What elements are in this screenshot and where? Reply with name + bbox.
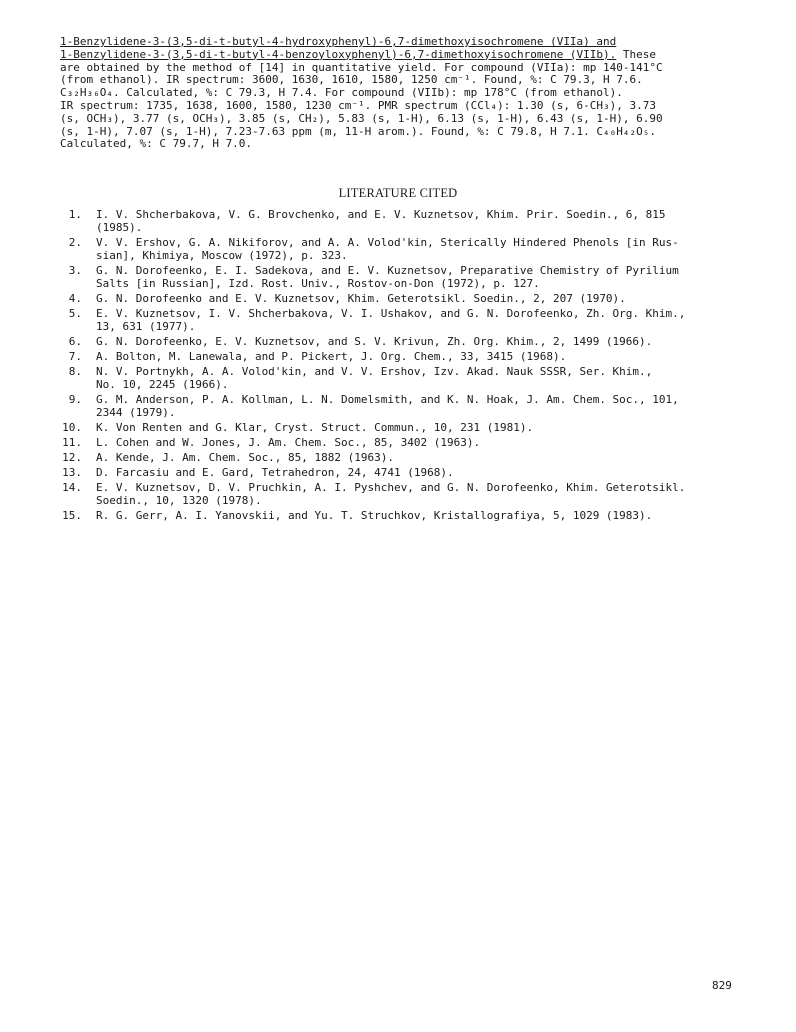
reference-line: N. V. Portnykh, A. A. Volod'kin, and V. V. Ershov, Izv. Akad. Nauk SSSR, Ser. Khim., <box>96 365 653 378</box>
reference-item <box>56 236 776 262</box>
reference-number: 13. <box>62 466 82 479</box>
reference-number: 12. <box>62 451 82 464</box>
reference-item <box>56 436 776 449</box>
reference-line: G. M. Anderson, P. A. Kollman, L. N. Domelsmith, and K. N. Hoak, J. Am. Chem. Soc., 101, <box>96 393 679 406</box>
reference-number: 15. <box>62 509 82 522</box>
reference-line: G. N. Dorofeenko and E. V. Kuznetsov, Khim. Geterotsikl. Soedin., 2, 207 (1970). <box>96 292 626 305</box>
reference-line: R. G. Gerr, A. I. Yanovskii, and Yu. T. Struchkov, Kristallografiya, 5, 1029 (1983). <box>96 509 653 522</box>
experimental-paragraph <box>60 36 760 151</box>
reference-line: G. N. Dorofeenko, E. I. Sadekova, and E. V. Kuznetsov, Preparative Chemistry of Pyrilium <box>96 264 679 277</box>
reference-line: A. Bolton, M. Lanewala, and P. Pickert, J. Org. Chem., 33, 3415 (1968). <box>96 350 567 363</box>
reference-item <box>56 365 776 391</box>
reference-line: 2344 (1979). <box>96 406 176 419</box>
reference-item <box>56 509 776 522</box>
reference-line: G. N. Dorofeenko, E. V. Kuznetsov, and S. V. Krivun, Zh. Org. Khim., 2, 1499 (1966). <box>96 335 653 348</box>
reference-line: Soedin., 10, 1320 (1978). <box>96 494 262 507</box>
reference-item <box>56 350 776 363</box>
reference-item <box>56 481 776 507</box>
reference-item <box>56 264 776 290</box>
reference-line: D. Farcasiu and E. Gard, Tetrahedron, 24, 4741 (1968). <box>96 466 454 479</box>
paragraph-text: These <box>616 47 657 61</box>
reference-line: A. Kende, J. Am. Chem. Soc., 85, 1882 (1963). <box>96 451 395 464</box>
paragraph-line: (s, OCH₃), 3.77 (s, OCH₃), 3.85 (s, CH₂), 5.83 (s, 1-H), 6.13 (s, 1-H), 6.43 (s, 1-H), 6.90 <box>60 111 663 125</box>
paragraph-line: C₃₂H₃₆O₄. Calculated, %: C 79.3, H 7.4. For compound (VIIb): mp 178°C (from ethanol). <box>60 86 623 100</box>
reference-number: 8. <box>68 365 82 378</box>
reference-line: V. V. Ershov, G. A. Nikiforov, and A. A. Volod'kin, Sterically Hindered Phenols [in Rus- <box>96 236 679 249</box>
reference-line: I. V. Shcherbakova, V. G. Brovchenko, and E. V. Kuznetsov, Khim. Prir. Soedin., 6, 815 <box>96 208 666 221</box>
reference-number: 7. <box>68 350 82 363</box>
reference-number: 2. <box>68 236 82 249</box>
reference-item <box>56 393 776 419</box>
reference-number: 6. <box>68 335 82 348</box>
reference-number: 4. <box>68 292 82 305</box>
reference-item <box>56 335 776 348</box>
reference-number: 3. <box>68 264 82 277</box>
reference-line: (1985). <box>96 221 143 234</box>
reference-item <box>56 451 776 464</box>
reference-line: sian], Khimiya, Moscow (1972), p. 323. <box>96 249 348 262</box>
paragraph-line: are obtained by the method of [14] in quantitative yield. For compound (VIIa): mp 140-141°C <box>60 60 663 74</box>
section-heading: LITERATURE CITED <box>338 186 458 200</box>
reference-number: 14. <box>62 481 82 494</box>
reference-number: 9. <box>68 393 82 406</box>
paragraph-line: Calculated, %: C 79.7, H 7.0. <box>60 137 253 151</box>
page-number: 829 <box>712 979 732 992</box>
reference-number: 11. <box>62 436 82 449</box>
reference-number: 5. <box>68 307 82 320</box>
reference-line: L. Cohen and W. Jones, J. Am. Chem. Soc., 85, 3402 (1963). <box>96 436 481 449</box>
paragraph-line: (from ethanol). IR spectrum: 3600, 1630, 1610, 1580, 1250 cm⁻¹. Found, %: C 79.3, H 7.6. <box>60 73 643 87</box>
reference-line: E. V. Kuznetsov, I. V. Shcherbakova, V. I. Ushakov, and G. N. Dorofeenko, Zh. Org. Khim., <box>96 307 686 320</box>
reference-number: 1. <box>68 208 82 221</box>
paragraph-line: (s, 1-H), 7.07 (s, 1-H), 7.23-7.63 ppm (m, 11-H arom.). Found, %: C 79.8, H 7.1. C₄₀H₄₂O₅. <box>60 124 657 138</box>
reference-item <box>56 466 776 479</box>
reference-item <box>56 208 776 234</box>
reference-line: E. V. Kuznetsov, D. V. Pruchkin, A. I. Pyshchev, and G. N. Dorofeenko, Khim. Geterotsikl. <box>96 481 686 494</box>
reference-item <box>56 421 776 434</box>
paragraph-line: IR spectrum: 1735, 1638, 1600, 1580, 1230 cm⁻¹. PMR spectrum (CCl₄): 1.30 (s, 6-CH₃), 3.73 <box>60 98 657 112</box>
reference-line: Salts [in Russian], Izd. Rost. Univ., Rostov-on-Don (1972), p. 127. <box>96 277 540 290</box>
compound-title-underlined: 1-Benzylidene-3-(3,5-di-t-butyl-4-hydroxyphenyl)-6,7-dimethoxyisochromene (VIIa) and <box>60 35 617 48</box>
reference-line: K. Von Renten and G. Klar, Cryst. Struct. Commun., 10, 231 (1981). <box>96 421 534 434</box>
reference-number: 10. <box>62 421 82 434</box>
reference-item <box>56 292 776 305</box>
paragraph-line <box>60 49 760 62</box>
reference-item <box>56 307 776 333</box>
reference-list <box>56 208 776 524</box>
reference-line: No. 10, 2245 (1966). <box>96 378 229 391</box>
compound-title-underlined: 1-Benzylidene-3-(3,5-di-t-butyl-4-benzoyloxyphenyl)-6,7-dimethoxyisochromene (VIIb). <box>60 47 617 61</box>
reference-line: 13, 631 (1977). <box>96 320 196 333</box>
